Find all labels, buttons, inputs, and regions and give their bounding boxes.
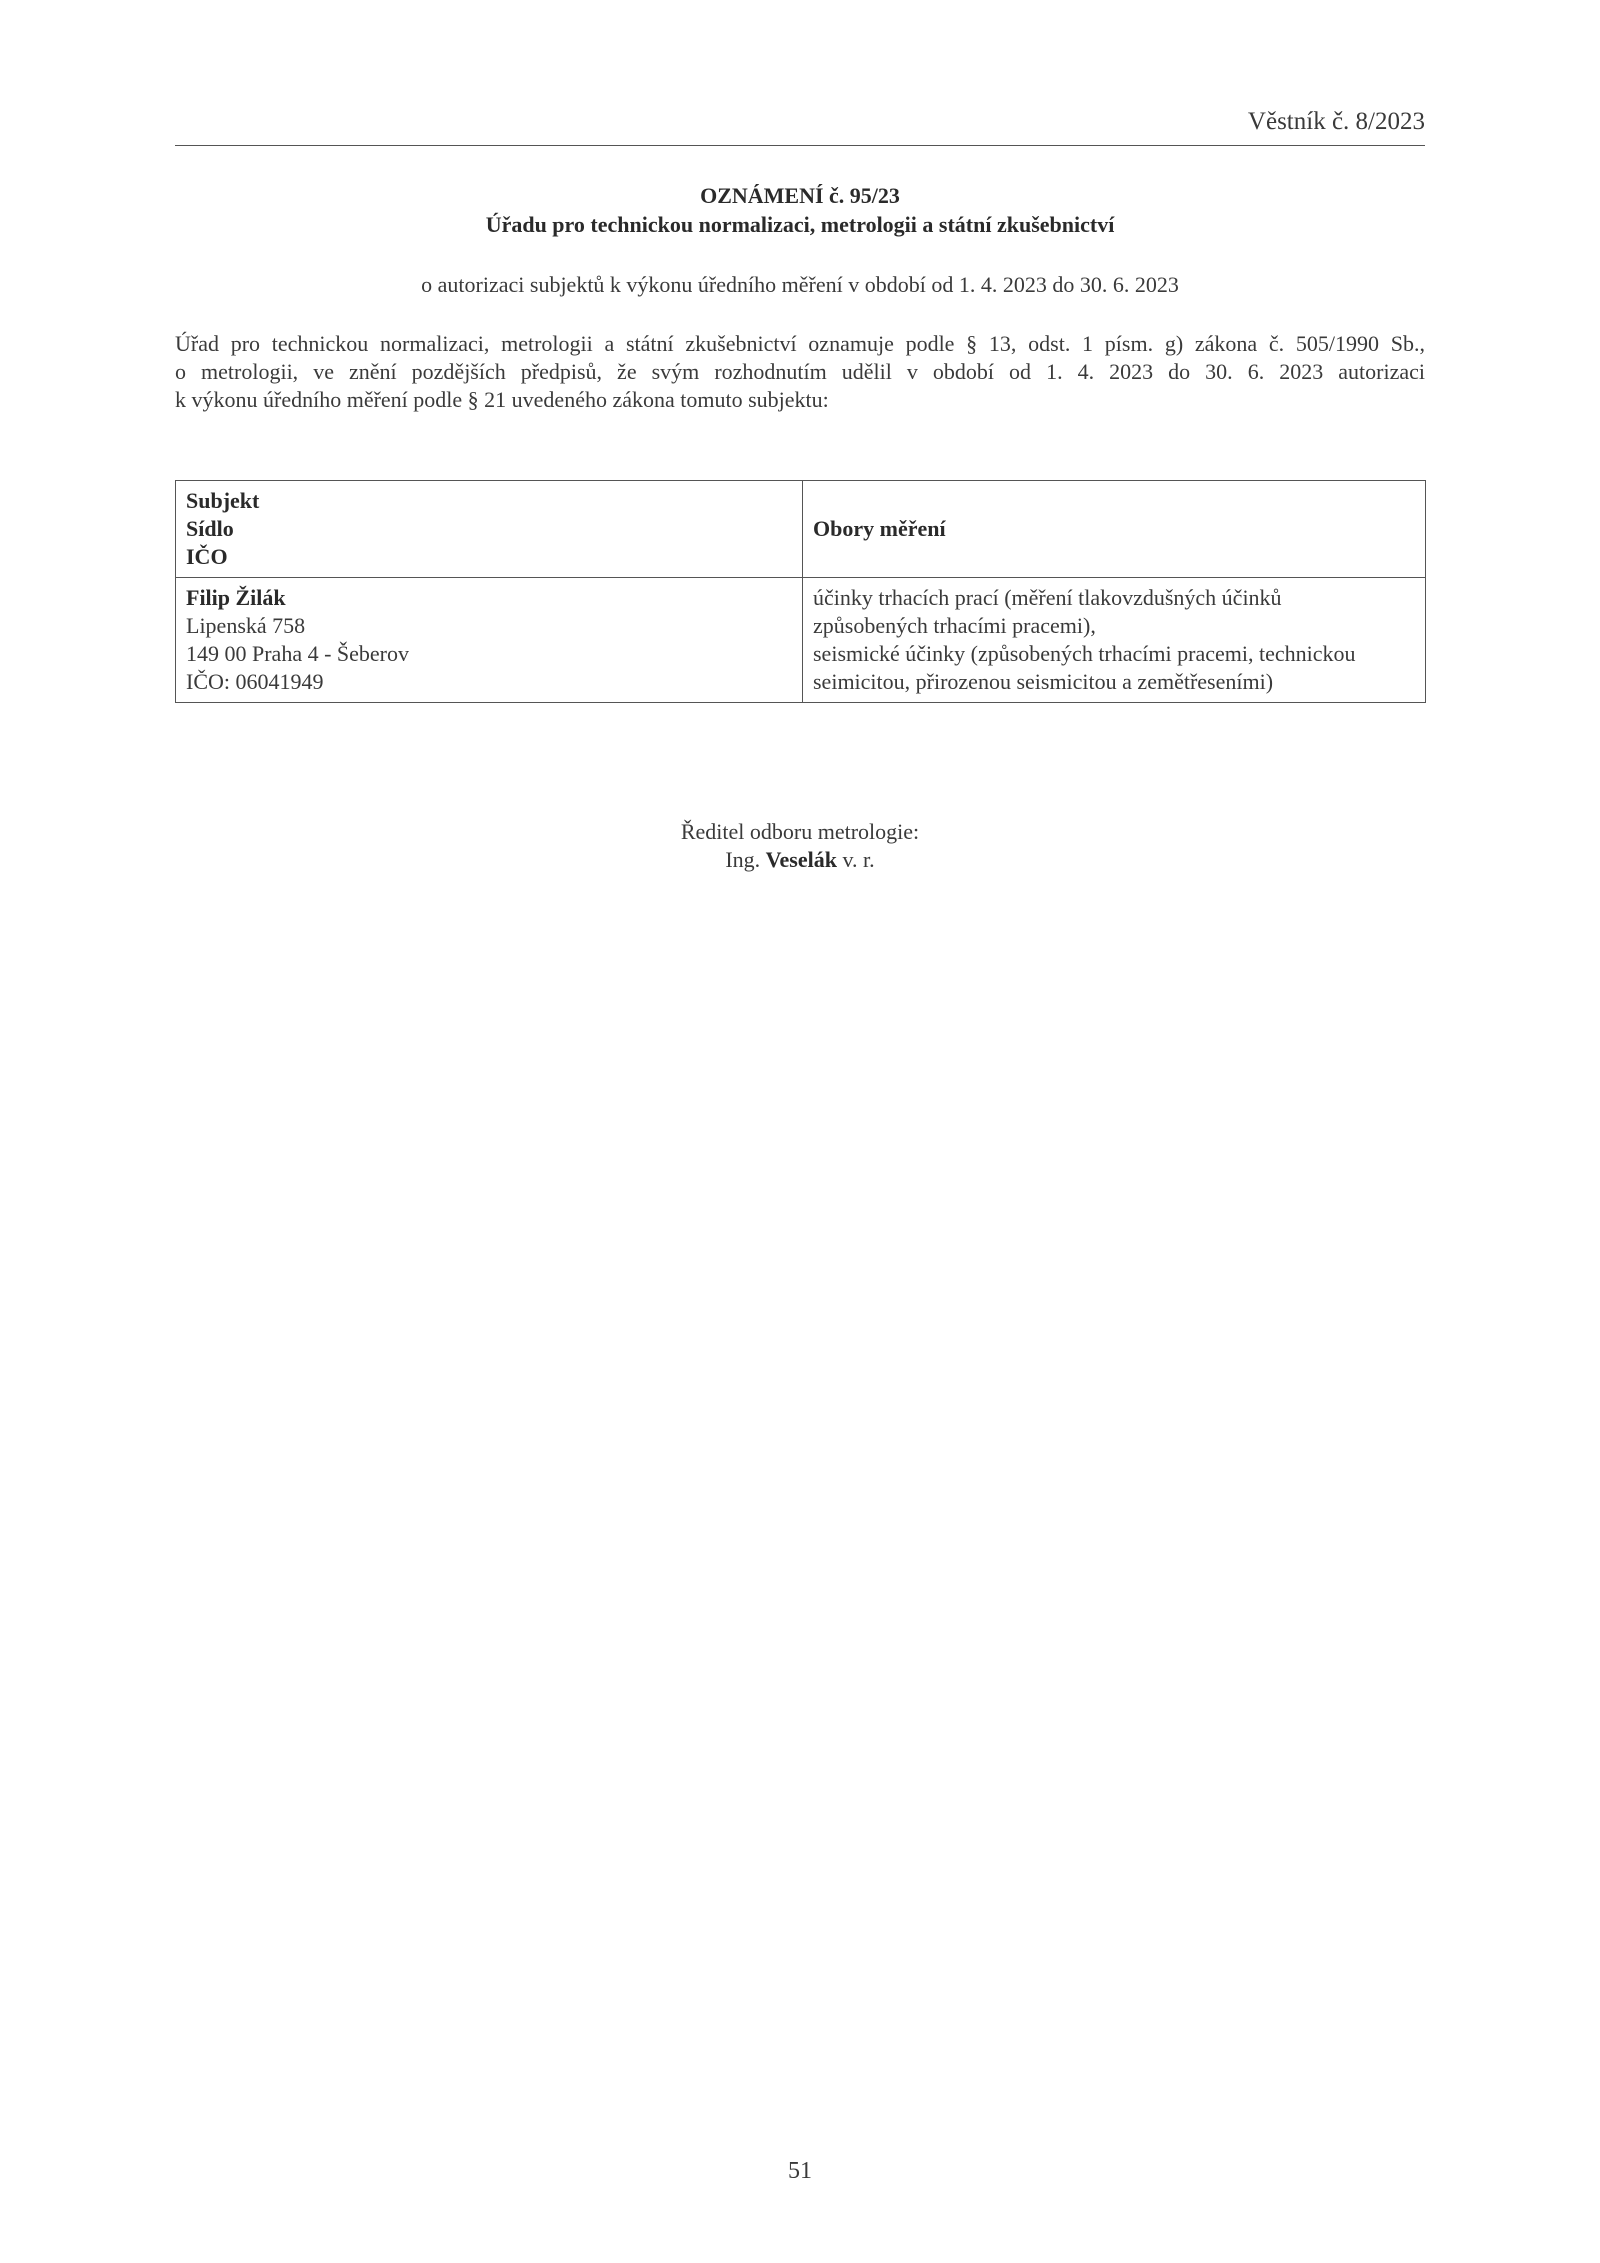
authorization-table: [175, 480, 1426, 703]
running-header: Věstník č. 8/2023: [1247, 108, 1425, 135]
subject-ico: IČO: 06041949: [186, 669, 324, 694]
signature-title: Ředitel odboru metrologie:: [680, 819, 920, 844]
paragraph-line: Úřad pro technickou normalizaci, metrologii a státní zkušebnictví oznamuje podle § 13, odst. 1 písm. g) zákona č. 505/1990 Sb.,: [175, 331, 1425, 356]
table-header-row: [176, 481, 1426, 578]
signature-name: Veselák: [765, 847, 837, 872]
header-label-ico: IČO: [186, 544, 228, 569]
signature-prefix: Ing.: [725, 847, 761, 872]
notice-body-paragraph: [175, 330, 1425, 414]
header-cell-fields: [803, 481, 1426, 578]
header-divider: [175, 145, 1425, 146]
signature-line: [175, 846, 1425, 874]
signature-block: [175, 818, 1425, 874]
paragraph-line: o metrologii, ve znění pozdějších předpisů, že svým rozhodnutím udělil v období od 1. 4. 2023 do 30. 6. 2023 autorizaci: [175, 359, 1425, 384]
notice-number: OZNÁMENÍ č. 95/23: [700, 183, 900, 208]
field-line: účinky trhacích prací (měření tlakovzdušných účinků: [813, 585, 1282, 610]
paragraph-line: k výkonu úředního měření podle § 21 uvedeného zákona tomuto subjektu:: [175, 387, 829, 412]
field-line: seismické účinky (způsobených trhacími pracemi, technickou: [813, 641, 1356, 666]
header-label-fields: Obory měření: [813, 516, 946, 541]
field-line: způsobených trhacími pracemi),: [813, 613, 1096, 638]
field-line: seimicitou, přirozenou seismicitou a zemětřeseními): [813, 669, 1274, 694]
header-label-subject: Subjekt: [186, 488, 260, 513]
fields-cell: [803, 578, 1426, 703]
page-number: 51: [788, 2158, 812, 2184]
subject-street: Lipenská 758: [186, 613, 306, 638]
table-row: [176, 578, 1426, 703]
subject-city: 149 00 Praha 4 - Šeberov: [186, 641, 410, 666]
notice-issuer: Úřadu pro technickou normalizaci, metrologii a státní zkušebnictví: [485, 212, 1115, 237]
header-cell-subject: [176, 481, 803, 578]
notice-subject: o autorizaci subjektů k výkonu úředního měření v období od 1. 4. 2023 do 30. 6. 2023: [421, 272, 1179, 297]
subject-name: Filip Žilák: [186, 585, 286, 610]
header-label-seat: Sídlo: [186, 516, 234, 541]
signature-suffix: v. r.: [842, 847, 875, 872]
subject-cell: [176, 578, 803, 703]
